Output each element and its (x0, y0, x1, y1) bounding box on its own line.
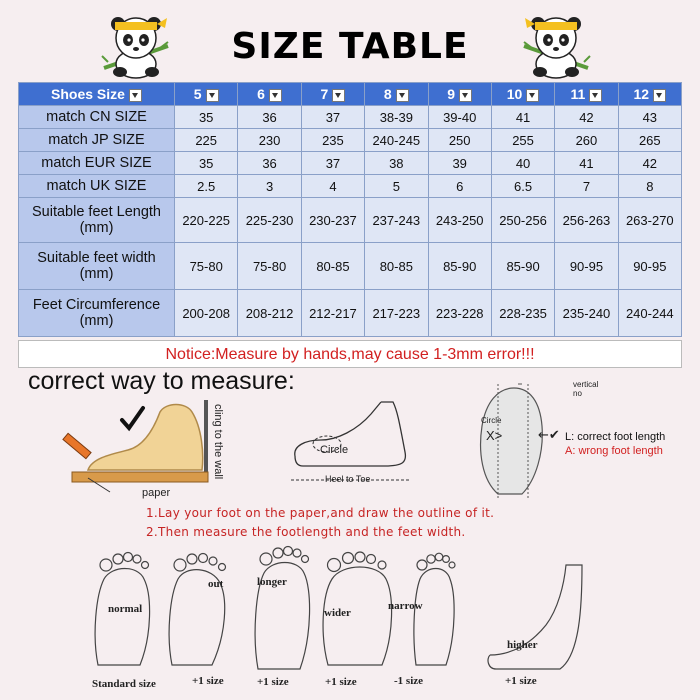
checkmark-icon (122, 408, 143, 428)
table-cell: 8 (618, 175, 681, 198)
row-label: Feet Circumference (mm) (19, 290, 175, 337)
table-row (19, 129, 682, 152)
wrong-length-label: A: wrong foot length (565, 445, 663, 457)
correct-length-label: L: correct foot length (565, 431, 666, 443)
dropdown-arrow-icon[interactable] (206, 89, 219, 102)
vertical-label: vertical (573, 380, 599, 389)
table-cell: 41 (491, 106, 554, 129)
row-label: Suitable feet width (mm) (19, 243, 175, 290)
table-cell: 37 (301, 106, 364, 129)
header-size[interactable]: 8 (365, 83, 428, 106)
dropdown-arrow-icon[interactable] (526, 89, 539, 102)
table-cell: 240-245 (365, 129, 428, 152)
table-cell: 225-230 (238, 198, 301, 243)
table-row (19, 175, 682, 198)
size-note-higher: +1 size (505, 675, 537, 687)
notice-banner: Notice:Measure by hands,may cause 1-3mm error!!! (18, 340, 682, 368)
table-cell: 39-40 (428, 106, 491, 129)
table-cell: 230 (238, 129, 301, 152)
foot-label-normal: normal (108, 603, 143, 615)
size-table (18, 82, 682, 337)
row-label: match CN SIZE (19, 106, 175, 129)
table-row (19, 198, 682, 243)
table-cell: 90-95 (618, 243, 681, 290)
table-cell: 235 (301, 129, 364, 152)
table-cell: 6 (428, 175, 491, 198)
table-cell: 255 (491, 129, 554, 152)
foot-label-higher: higher (507, 639, 538, 651)
table-cell: 6.5 (491, 175, 554, 198)
foot-label-out: out (208, 578, 224, 590)
table-cell: 35 (175, 152, 238, 175)
header-size[interactable]: 11 (555, 83, 618, 106)
table-header-row (19, 83, 682, 106)
table-cell: 265 (618, 129, 681, 152)
table-cell: 38-39 (365, 106, 428, 129)
table-cell: 75-80 (238, 243, 301, 290)
header-size[interactable]: 7 (301, 83, 364, 106)
circle-label-top: Circle (481, 416, 502, 425)
row-label: Suitable feet Length (mm) (19, 198, 175, 243)
table-cell: 90-95 (555, 243, 618, 290)
instruction-step-2: 2.Then measure the footlength and the feet width. (146, 525, 466, 539)
size-note-longer: +1 size (257, 676, 289, 688)
table-cell: 256-263 (555, 198, 618, 243)
table-row (19, 290, 682, 337)
table-cell: 36 (238, 152, 301, 175)
header-size[interactable]: 10 (491, 83, 554, 106)
table-cell: 80-85 (365, 243, 428, 290)
table-cell: 217-223 (365, 290, 428, 337)
table-cell: 42 (618, 152, 681, 175)
table-cell: 42 (555, 106, 618, 129)
table-cell: 3 (238, 175, 301, 198)
table-cell: 41 (555, 152, 618, 175)
table-cell: 38 (365, 152, 428, 175)
table-cell: 5 (365, 175, 428, 198)
x-mark: X> (486, 428, 503, 443)
table-cell: 2.5 (175, 175, 238, 198)
pencil-icon (63, 433, 91, 458)
size-note-out: +1 size (192, 675, 224, 687)
dropdown-arrow-icon[interactable] (269, 89, 282, 102)
foot-label-narrow: narrow (388, 600, 423, 612)
dropdown-arrow-icon[interactable] (396, 89, 409, 102)
wall-label: cling to the wall (212, 404, 224, 480)
row-label: match UK SIZE (19, 175, 175, 198)
size-note-narrow: -1 size (394, 675, 424, 687)
table-cell: 35 (175, 106, 238, 129)
table-row (19, 152, 682, 175)
heel-to-toe-label: Heel to Toe (325, 474, 371, 484)
row-label: match EUR SIZE (19, 152, 175, 175)
instruction-step-1: 1.Lay your foot on the paper,and draw the outline of it. (146, 506, 495, 520)
table-cell: 235-240 (555, 290, 618, 337)
size-note-wider: +1 size (325, 676, 357, 688)
table-cell: 250-256 (491, 198, 554, 243)
size-note-standard: Standard size (92, 678, 156, 690)
table-cell: 7 (555, 175, 618, 198)
table-cell: 212-217 (301, 290, 364, 337)
table-cell: 263-270 (618, 198, 681, 243)
table-cell: 85-90 (491, 243, 554, 290)
paper-label: paper (142, 487, 171, 499)
header-size[interactable]: 6 (238, 83, 301, 106)
table-cell: 37 (301, 152, 364, 175)
page-title: SIZE TABLE (231, 26, 469, 67)
header-shoes-size[interactable]: Shoes Size (19, 83, 175, 106)
table-cell: 75-80 (175, 243, 238, 290)
table-cell: 36 (238, 106, 301, 129)
foot-label-longer: longer (257, 576, 287, 588)
table-cell: 243-250 (428, 198, 491, 243)
table-cell: 200-208 (175, 290, 238, 337)
dropdown-arrow-icon[interactable] (332, 89, 345, 102)
table-cell: 85-90 (428, 243, 491, 290)
table-row (19, 106, 682, 129)
table-cell: 39 (428, 152, 491, 175)
table-cell: 220-225 (175, 198, 238, 243)
table-cell: 225 (175, 129, 238, 152)
header-size[interactable]: 5 (175, 83, 238, 106)
measure-heading: correct way to measure: (28, 367, 295, 395)
no-label: no (573, 389, 582, 398)
header-size[interactable]: 9 (428, 83, 491, 106)
dropdown-arrow-icon[interactable] (129, 89, 142, 102)
table-cell: 4 (301, 175, 364, 198)
circle-label: Circle (320, 444, 349, 456)
table-cell: 80-85 (301, 243, 364, 290)
dropdown-arrow-icon[interactable] (653, 89, 666, 102)
dropdown-arrow-icon[interactable] (459, 89, 472, 102)
table-cell: 208-212 (238, 290, 301, 337)
table-cell: 228-235 (491, 290, 554, 337)
row-label: match JP SIZE (19, 129, 175, 152)
checkmark-icon: ←✔ (538, 428, 560, 443)
table-cell: 43 (618, 106, 681, 129)
table-cell: 240-244 (618, 290, 681, 337)
table-cell: 237-243 (365, 198, 428, 243)
table-cell: 223-228 (428, 290, 491, 337)
table-cell: 260 (555, 129, 618, 152)
table-cell: 250 (428, 129, 491, 152)
table-cell: 230-237 (301, 198, 364, 243)
table-cell: 40 (491, 152, 554, 175)
foot-label-wider: wider (324, 607, 351, 619)
dropdown-arrow-icon[interactable] (589, 89, 602, 102)
header-size[interactable]: 12 (618, 83, 681, 106)
table-row (19, 243, 682, 290)
